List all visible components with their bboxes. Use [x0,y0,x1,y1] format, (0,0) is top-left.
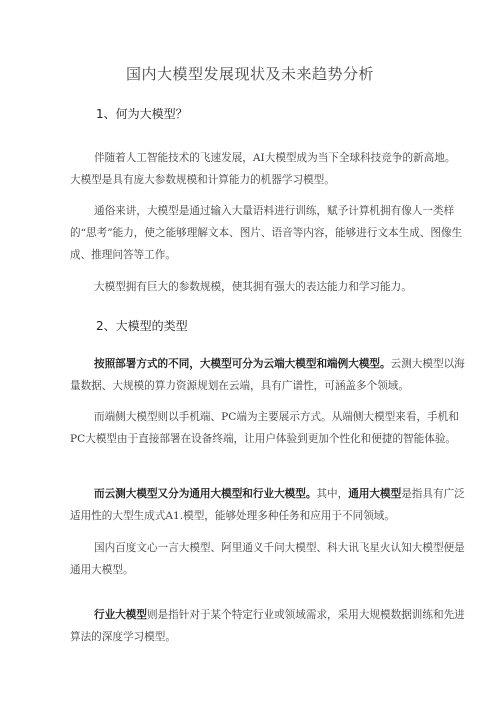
bold-phrase: 按照部署方式的不同，大模型可分为云端大模型和端例大模型。 [94,358,391,370]
text-span: 云测大模型以海量数据、大规模的算力资源规划在云端，具有广谱性，可涵盖多个领域。 [70,358,465,392]
bold-phrase: 通用大模型 [348,488,402,500]
section-heading-1: 1、何为大模型？ [96,107,188,121]
text-span: 是指具有广泛适用性的大型生成式A1.模型，能够处理多种任务和应用于不同领域。 [70,488,465,522]
paragraph: 大模型拥有巨大的参数规模，使其拥有强大的表达能力和学习能力。 [94,281,412,293]
paragraph: 伴随着人工智能技术的飞速发展，AI大模型成为当下全球科技竞争的新高地。大模型是具有庞大参数规模和计算能力的机器学习模型。 [70,152,456,186]
paragraph [70,354,465,398]
paragraph [70,605,465,649]
text-span: 则是指针对于某个特定行业或领域需求，采用大规模数据训练和先进算法的深度学习模型。 [70,609,465,643]
paragraph: 国内百度文心一言大模型、阿里通义千问大模型、科大讯飞星火认知大模型便是通用大模型。 [70,542,465,576]
paragraph: 通俗来讲，大模型是通过输入大量语料进行训练，赋予计算机拥有像人一类样的“思考”能力，使之能够理解文本、图片、语音等内容，能够进行文本生成、图像生成、推理问答等工作。 [70,205,463,261]
bold-phrase: 而云测大模型又分为通用大模型和行业大模型。 [94,488,317,500]
bold-phrase: 行业大模型 [94,609,147,621]
section-heading-2: 2、大模型的类型 [96,319,188,333]
document-title: 国内大模型发展现状及未来趋势分析 [125,65,374,83]
paragraph [70,484,465,528]
text-span: 其中， [316,488,349,500]
paragraph: 而端侧大模型则以手机端、PC端为主要展示方式。从端侧大模型来看，手机和PC大模型由于直接部署在设备终端，让用户体验到更加个性化和便捷的智能体验。 [70,411,459,445]
